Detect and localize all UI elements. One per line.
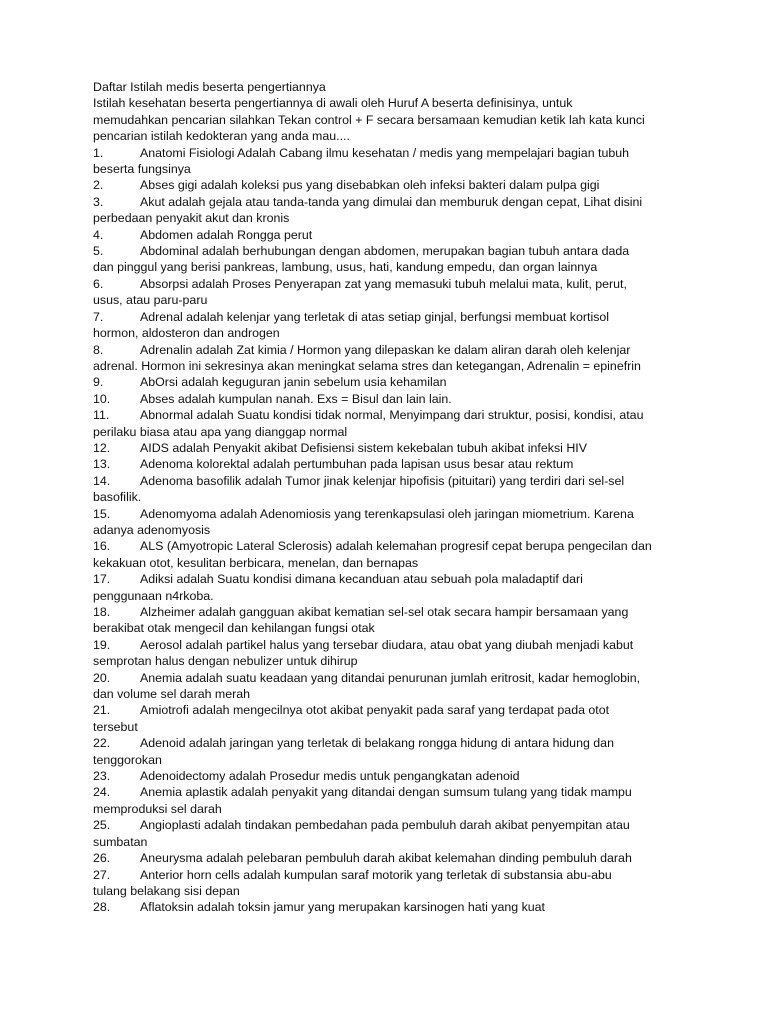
item-text: Abses adalah kumpulan nanah. Exs = Bisul dan lain lain. — [140, 391, 452, 406]
list-item — [93, 177, 683, 193]
list-item-first-line — [93, 768, 683, 784]
intro-line: memudahkan pencarian silahkan Tekan control + F secara bersamaan kemudian ketik lah kata kunci — [93, 112, 645, 127]
item-text: Absorpsi adalah Proses Penyerapan zat yang memasuki tubuh melalui mata, kulit, perut, — [140, 276, 627, 291]
item-number: 27. — [93, 867, 111, 882]
list-item — [93, 538, 683, 571]
list-item — [93, 817, 683, 850]
item-text: Akut adalah gejala atau tanda-tanda yang dimulai dan memburuk dengan cepat, Lihat disini — [140, 194, 643, 209]
item-number: 16. — [93, 539, 111, 554]
list-item — [93, 309, 683, 342]
item-text: ALS (Amyotropic Lateral Sclerosis) adalah kelemahan progresif cepat berupa pengecilan dan — [140, 539, 652, 554]
item-number: 7. — [93, 309, 104, 324]
item-continuation: beserta fungsinya — [93, 162, 191, 177]
item-text: Adiksi adalah Suatu kondisi dimana kecanduan atau sebuah pola maladaptif dari — [140, 572, 583, 587]
item-text: Adrenalin adalah Zat kimia / Hormon yang dilepaskan ke dalam aliran darah oleh kelenjar — [140, 342, 631, 357]
item-continuation: memproduksi sel darah — [93, 801, 222, 816]
item-continuation: kekakuan otot, kesulitan berbicara, menelan, dan bernapas — [93, 555, 419, 570]
item-number: 3. — [93, 194, 104, 209]
item-text: AbOrsi adalah keguguran janin sebelum usia kehamilan — [140, 375, 447, 390]
item-text: Anemia adalah suatu keadaan yang ditandai penurunan jumlah eritrosit, kadar hemoglobin, — [140, 670, 641, 685]
item-text: Anemia aplastik adalah penyakit yang ditandai dengan sumsum tulang yang tidak mampu — [140, 785, 632, 800]
item-continuation: dan pinggul yang berisi pankreas, lambung, usus, hati, kandung empedu, dan organ lainnya — [93, 260, 598, 275]
list-item — [93, 735, 683, 768]
item-number: 18. — [93, 605, 111, 619]
document-page — [93, 79, 683, 916]
item-text: Adenoma basofilik adalah Tumor jinak kelenjar hipofisis (pituitari) yang terdiri dari sel-sel — [140, 473, 625, 488]
list-item-first-line — [93, 538, 683, 554]
list-item — [93, 850, 683, 866]
item-number: 17. — [93, 572, 111, 587]
item-continuation: usus, atau paru-paru — [93, 293, 208, 308]
list-item — [93, 899, 683, 915]
list-item — [93, 604, 683, 637]
list-item-first-line — [93, 177, 683, 193]
list-item-first-line — [93, 850, 683, 866]
item-text: Anterior horn cells adalah kumpulan saraf motorik yang terletak di substansia abu-abu — [140, 867, 612, 882]
list-item-first-line — [93, 735, 683, 751]
item-text: Adenoidectomy adalah Prosedur medis untuk pengangkatan adenoid — [140, 769, 520, 784]
list-item-first-line — [93, 309, 683, 325]
item-continuation: tenggorokan — [93, 752, 162, 767]
item-number: 20. — [93, 670, 111, 685]
item-number: 13. — [93, 457, 111, 472]
item-number: 19. — [93, 637, 111, 652]
item-number: 5. — [93, 244, 104, 259]
item-continuation: basofilik. — [93, 490, 142, 505]
item-text: Abses gigi adalah koleksi pus yang disebabkan oleh infeksi bakteri dalam pulpa gigi — [140, 178, 600, 193]
list-item — [93, 227, 683, 243]
item-continuation: tulang belakang sisi depan — [93, 883, 240, 898]
item-number: 22. — [93, 736, 111, 751]
document-title: Daftar Istilah medis beserta pengertiannya — [93, 80, 326, 94]
item-number: 10. — [93, 391, 111, 406]
list-item — [93, 407, 683, 440]
item-text: Adrenal adalah kelenjar yang terletak di atas setiap ginjal, berfungsi membuat kortisol — [140, 309, 610, 324]
list-item — [93, 243, 683, 276]
list-item-first-line — [93, 473, 683, 489]
list-item-first-line — [93, 784, 683, 800]
list-item — [93, 440, 683, 456]
list-item-first-line — [93, 194, 683, 210]
item-text: Aerosol adalah partikel halus yang tersebar diudara, atau obat yang diubah menjadi kabut — [140, 637, 634, 652]
item-number: 1. — [93, 145, 104, 160]
list-item-first-line — [93, 440, 683, 456]
item-number: 15. — [93, 506, 111, 521]
item-text: Aflatoksin adalah toksin jamur yang merupakan karsinogen hati yang kuat — [140, 900, 546, 915]
term-list — [93, 145, 683, 916]
list-item-first-line — [93, 571, 683, 587]
intro-line: pencarian istilah kedokteran yang anda mau.... — [93, 129, 350, 144]
list-item — [93, 456, 683, 472]
list-item-first-line — [93, 227, 683, 243]
item-number: 21. — [93, 703, 111, 718]
list-item — [93, 145, 683, 178]
item-number: 24. — [93, 785, 111, 800]
item-number: 12. — [93, 440, 111, 455]
item-number: 14. — [93, 473, 111, 488]
item-continuation: sumbatan — [93, 834, 148, 849]
list-item — [93, 506, 683, 539]
item-text: Adenoma kolorektal adalah pertumbuhan pada lapisan usus besar atau rektum — [140, 457, 574, 472]
item-text: Alzheimer adalah gangguan akibat kematian sel-sel otak secara hampir bersamaan yang — [140, 605, 629, 619]
list-item-first-line — [93, 407, 683, 423]
item-number: 26. — [93, 851, 111, 866]
list-item-first-line — [93, 243, 683, 259]
list-item-first-line — [93, 670, 683, 686]
intro-line: Istilah kesehatan beserta pengertiannya di awali oleh Huruf A beserta definisinya, untuk — [93, 96, 573, 111]
item-continuation: penggunaan n4rkoba. — [93, 588, 214, 603]
item-number: 23. — [93, 769, 111, 784]
item-continuation: hormon, aldosteron dan androgen — [93, 326, 280, 341]
list-item-first-line — [93, 867, 683, 883]
item-text: Abnormal adalah Suatu kondisi tidak normal, Menyimpang dari struktur, posisi, kondisi, atau — [140, 408, 644, 423]
list-item — [93, 391, 683, 407]
item-number: 11. — [93, 408, 110, 423]
list-item — [93, 867, 683, 900]
item-continuation: dan volume sel darah merah — [93, 687, 251, 702]
list-item-first-line — [93, 342, 683, 358]
list-item — [93, 276, 683, 309]
list-item — [93, 374, 683, 390]
list-item-first-line — [93, 899, 683, 915]
item-text: Anatomi Fisiologi Adalah Cabang ilmu kesehatan / medis yang mempelajari bagian tubuh — [140, 145, 630, 160]
item-text: AIDS adalah Penyakit akibat Defisiensi sistem kekebalan tubuh akibat infeksi HIV — [140, 440, 587, 455]
list-item-first-line — [93, 702, 683, 718]
item-number: 4. — [93, 227, 104, 242]
item-number: 6. — [93, 276, 104, 291]
item-text: Adenoid adalah jaringan yang terletak di belakang rongga hidung di antara hidung dan — [140, 736, 614, 751]
item-number: 8. — [93, 342, 104, 357]
item-continuation: adanya adenomyosis — [93, 522, 211, 537]
list-item — [93, 637, 683, 670]
item-continuation: adrenal. Hormon ini sekresinya akan meningkat selama stres dan ketegangan, Adrenalin = epinefrin — [93, 358, 641, 373]
list-item — [93, 670, 683, 703]
list-item-first-line — [93, 637, 683, 653]
list-item — [93, 702, 683, 735]
list-item — [93, 571, 683, 604]
item-continuation: perbedaan penyakit akut dan kronis — [93, 211, 290, 226]
list-item-first-line — [93, 604, 683, 620]
item-text: Abdominal adalah berhubungan dengan abdomen, merupakan bagian tubuh antara dada — [140, 244, 630, 259]
item-number: 28. — [93, 900, 111, 915]
item-text: Aneurysma adalah pelebaran pembuluh darah akibat kelemahan dinding pembuluh darah — [140, 851, 632, 866]
list-item-first-line — [93, 456, 683, 472]
item-text: Adenomyoma adalah Adenomiosis yang terenkapsulasi oleh jaringan miometrium. Karena — [140, 506, 634, 521]
list-item-first-line — [93, 145, 683, 161]
item-text: Amiotrofi adalah mengecilnya otot akibat penyakit pada saraf yang terdapat pada otot — [140, 703, 610, 718]
item-continuation: tersebut — [93, 719, 138, 734]
list-item-first-line — [93, 276, 683, 292]
list-item — [93, 768, 683, 784]
intro-paragraph — [93, 95, 683, 144]
list-item-first-line — [93, 374, 683, 390]
list-item — [93, 473, 683, 506]
item-text: Abdomen adalah Rongga perut — [140, 227, 313, 242]
list-item — [93, 342, 683, 375]
list-item-first-line — [93, 506, 683, 522]
item-number: 2. — [93, 178, 104, 193]
item-number: 9. — [93, 375, 104, 390]
list-item-first-line — [93, 391, 683, 407]
item-continuation: berakibat otak mengecil dan kehilangan fungsi otak — [93, 621, 375, 636]
list-item — [93, 194, 683, 227]
item-continuation: perilaku biasa atau apa yang dianggap normal — [93, 424, 348, 439]
list-item-first-line — [93, 817, 683, 833]
item-continuation: semprotan halus dengan nebulizer untuk dihirup — [93, 654, 358, 669]
item-text: Angioplasti adalah tindakan pembedahan pada pembuluh darah akibat penyempitan atau — [140, 818, 630, 833]
list-item — [93, 784, 683, 817]
item-number: 25. — [93, 818, 111, 833]
